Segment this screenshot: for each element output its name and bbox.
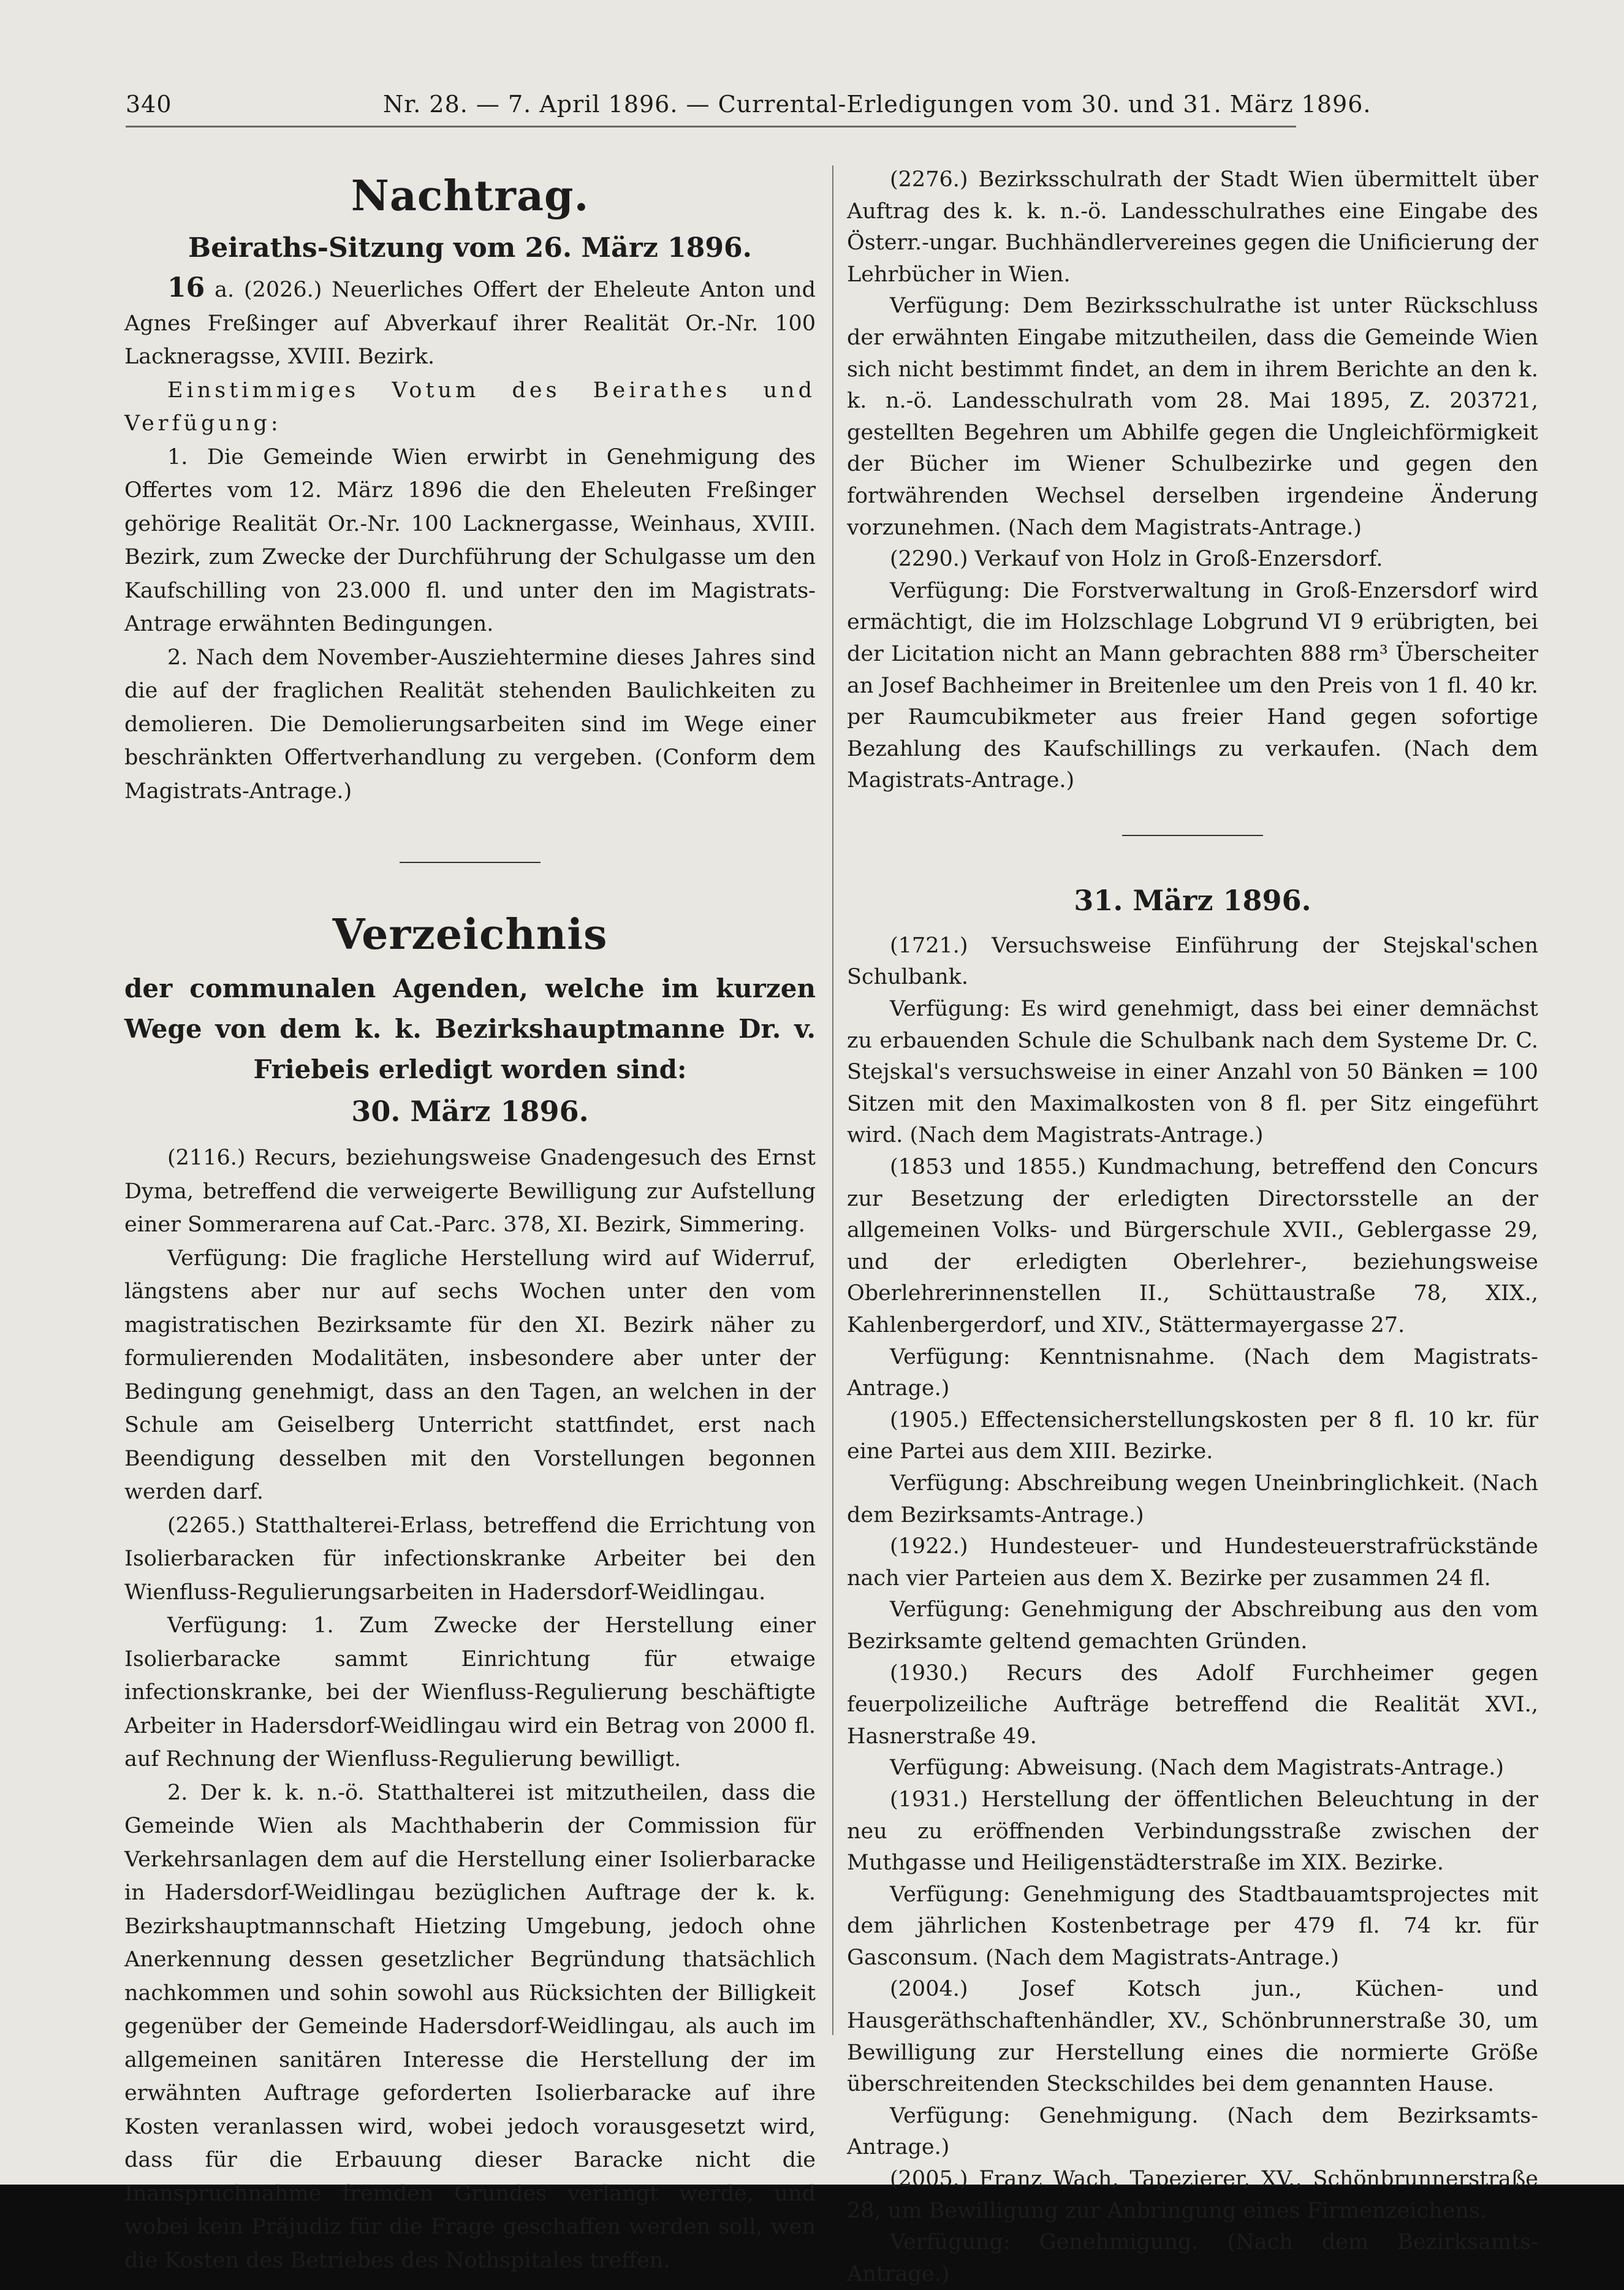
entry-2004: (2004.) Josef Kotsch jun., Küchen- und Hausgeräthschaftenhändler, XV., Schönbrunnerstraße 30, um Bewilligung zur Herstellung eines die normierte Größe überschreitenden Steckschildes bei dem genannten Hause. <box>847 1977 1538 2097</box>
votum-heading: Einstimmiges Votum des Beirathes und Verfügung: <box>124 378 816 436</box>
verfuegung-1721: Verfügung: Es wird genehmigt, dass bei einer demnächst zu erbauenden Schule die Schulbank nach dem Systeme Dr. C. Stejskal's versuchsweise in einer Anzahl von 50 Bänken = 100 Sitzen mit den Maximalkosten von 8 fl. per Sitz eingeführt wird. (Nach dem Magistrats-Antrage.) <box>847 997 1538 1148</box>
verfuegung-1853: Verfügung: Kenntnisnahme. (Nach dem Magistrats-Antrage.) <box>847 1344 1538 1401</box>
running-head-text: Nr. 28. — 7. April 1896. — Currental-Erledigungen vom 30. und 31. März 1896. <box>383 91 1372 118</box>
date-heading-30-march: 30. März 1896. <box>351 1095 589 1128</box>
page-number: 340 <box>126 91 172 118</box>
item-number: 16 <box>167 272 205 303</box>
entry-1721: (1721.) Versuchsweise Einführung der Stejskal'schen Schulbank. <box>847 933 1538 990</box>
entry-2005: (2005.) Franz Wach, Tapezierer, XV., Schönbrunnerstraße 28, um Bewilligung zur Anbringung eines Firmenzeichens. <box>847 2167 1538 2223</box>
verfuegung-2290: Verfügung: Die Forstverwaltung in Groß-Enzersdorf wird ermächtigt, die im Holzschlage Lobgrund VI 9 erübrigten, bei der Licitation nicht an Mann gebrachten 888 rm³ Überscheiter an Josef Bachheimer in Breitenlee um den Preis von 1 fl. 40 kr. per Raumcubikmeter aus freier Hand gegen sofortige Bezahlung des Kaufschillings zu verkaufen. (Nach dem Magistrats-Antrage.) <box>847 578 1538 793</box>
verfuegung-1930: Verfügung: Abweisung. (Nach dem Magistrats-Antrage.) <box>890 1756 1504 1781</box>
verzeichnis-subtitle: der communalen Agenden, welche im kurzen Wege von dem k. k. Bezirkshauptmanne Dr. v. Friebeis erledigt worden sind: <box>124 973 816 1084</box>
verfuegung-2116: Verfügung: Die fragliche Herstellung wird auf Widerruf, längstens aber nur auf sechs Wochen unter den vom magistratischen Bezirksamte für den XI. Bezirk näher zu formulierenden Modalitäten, insbesondere aber unter der Bedingung genehmigt, dass an den Tagen, an welchen in der Schule am Geiselberg Unterricht stattfindet, erst nach Beendigung desselben mit den Vorstellungen begonnen werden darf. <box>124 1246 816 1504</box>
entry-2290: (2290.) Verkauf von Holz in Groß-Enzersdorf. <box>890 547 1383 572</box>
verfuegung-2005: Verfügung: Genehmigung. (Nach dem Bezirksamts-Antrage.) <box>847 2230 1538 2286</box>
nachtrag-title: Nachtrag. <box>351 172 590 221</box>
entry-1930: (1930.) Recurs des Adolf Furchheimer gegen feuerpolizeiliche Aufträge betreffend die Realität XVI., Hasnerstraße 49. <box>847 1660 1538 1749</box>
entry-2265: (2265.) Statthalterei-Erlass, betreffend die Errichtung von Isolierbaracken für infectionskranke Arbeiter bei den Wienfluss-Regulierungsarbeiten in Hadersdorf-Weidlingau. <box>124 1513 816 1605</box>
running-head <box>126 91 1372 127</box>
date-heading-31-march: 31. März 1896. <box>1074 883 1311 917</box>
item-16a-text: a. (2026.) Neuerliches Offert der Eheleute Anton und Agnes Freßinger auf Abverkauf ihrer Realität Or.-Nr. 100 Lackneragsse, XVIII. Bezirk. <box>124 278 816 369</box>
header-rule <box>126 126 1296 135</box>
entry-1931: (1931.) Herstellung der öffentlichen Beleuchtung in der neu zu eröffnenden Verbindungsstraße zwischen der Muthgasse und Heiligenstädterstraße im XIX. Bezirke. <box>847 1787 1538 1876</box>
verfuegung-2265-1: Verfügung: 1. Zum Zwecke der Herstellung einer Isolierbaracke sammt Einrichtung für etwaige infectionskranke, bei der Wienfluss-Regulierung beschäftigte Arbeiter in Hadersdorf-Weidlingau wird ein Betrag von 2000 fl. auf Rechnung der Wienfluss-Regulierung bewilligt. <box>124 1613 816 1771</box>
verfuegung-2265-2: 2. Der k. k. n.-ö. Statthalterei ist mitzutheilen, dass die Gemeinde Wien als Machthaberin der Commission für Verkehrsanlagen dem auf die Herstellung einer Isolierbaracke in Hadersdorf-Weidlingau bezüglichen Auftrage der k. k. Bezirkshauptmannschaft Hietzing Umgebung, jedoch ohne Anerkennung dessen gesetzlicher Begründung thatsächlich nachkommen und sohin sowohl aus Rücksichten der Billigkeit gegenüber der Gemeinde Hadersdorf-Weidlingau, als auch im allgemeinen sanitären Interesse die Herstellung der im erwähnten Auftrage geforderten Isolierbaracke auf ihre Kosten veranlassen wird, wobei jedoch vorausgesetzt wird, dass für die Erbauung dieser Baracke nicht die Inanspruchnahme fremden Grundes verlangt werde, und wobei kein Präjudiz für die Frage geschaffen werden soll, wen die Kosten des Betriebes des Nothspitales treffen. <box>124 1780 816 2273</box>
entry-1922: (1922.) Hundesteuer- und Hundesteuerstrafrückstände nach vier Parteien aus dem X. Bezirke per zusammen 24 fl. <box>847 1534 1538 1591</box>
left-column <box>124 162 816 2277</box>
entry-1853: (1853 und 1855.) Kundmachung, betreffend den Concurs zur Besetzung der erledigten Directorsstelle an der allgemeinen Volks- und Bürgerschule XVII., Geblergasse 29, und der erledigten Oberlehrer-, beziehungsweise Oberlehrerinnenstellen II., Schüttaustraße 78, XIX., Kahlenbergerdorf, und XIV., Stättermayergasse 27. <box>847 1155 1538 1337</box>
right-column <box>847 164 1538 2290</box>
verfuegung-1905: Verfügung: Abschreibung wegen Uneinbringlichkeit. (Nach dem Bezirksamts-Antrage.) <box>847 1470 1538 1527</box>
paragraph-point-1: 1. Die Gemeinde Wien erwirbt in Genehmigung des Offertes vom 12. März 1896 die den Eheleuten Freßinger gehörige Realität Or.-Nr. 100 Lacknergasse, Weinhaus, XVIII. Bezirk, zum Zwecke der Durchführung der Schulgasse um den Kaufschilling von 23.000 fl. und unter den im Magistrats-Antrage erwähnten Bedingungen. <box>124 444 816 636</box>
verfuegung-1922: Verfügung: Genehmigung der Abschreibung aus den vom Bezirksamte geltend gemachten Gründen. <box>847 1597 1538 1654</box>
entry-2116: (2116.) Recurs, beziehungsweise Gnadengesuch des Ernst Dyma, betreffend die verweigerte Bewilligung zur Aufstellung einer Sommerarena auf Cat.-Parc. 378, XI. Bezirk, Simmering. <box>124 1146 816 1237</box>
verfuegung-2004: Verfügung: Genehmigung. (Nach dem Bezirksamts-Antrage.) <box>847 2103 1538 2160</box>
entry-1905: (1905.) Effectensicherstellungskosten per 8 fl. 10 kr. für eine Partei aus dem XIII. Bezirke. <box>847 1407 1538 1464</box>
verfuegung-2276: Verfügung: Dem Bezirksschulrathe ist unter Rückschluss der erwähnten Eingabe mitzutheilen, dass die Gemeinde Wien sich nicht bestimmt findet, an dem in ihrem Berichte an den k. k. n.-ö. Landesschulrath vom 28. Mai 1895, Z. 203721, gestellten Begehren um Abhilfe gegen die Ungleichförmigkeit der Bücher im Wiener Schulbezirke und gegen den fortwährenden Wechsel derselben irgendeine Änderung vorzunehmen. (Nach dem Magistrats-Antrage.) <box>847 294 1538 540</box>
verfuegung-1931: Verfügung: Genehmigung des Stadtbauamtsprojectes mit dem jährlichen Kostenbetrage per 479 fl. 74 kr. für Gasconsum. (Nach dem Magistrats-Antrage.) <box>847 1882 1538 1970</box>
entry-2276: (2276.) Bezirksschulrath der Stadt Wien übermittelt über Auftrag des k. k. n.-ö. Landesschulrathes eine Eingabe des Österr.-ungar. Buchhändlervereines gegen die Unificierung der Lehrbücher in Wien. <box>847 167 1538 287</box>
beirat-session-title: Beiraths-Sitzung vom 26. März 1896. <box>188 232 752 264</box>
column-divider <box>832 165 833 2035</box>
item-16a <box>124 272 816 374</box>
verzeichnis-title: Verzeichnis <box>332 910 608 959</box>
paragraph-point-2: 2. Nach dem November-Ausziehtermine dieses Jahres sind die auf der fraglichen Realität stehenden Baulichkeiten zu demolieren. Die Demolierungsarbeiten sind im Wege einer beschränkten Offertverhandlung zu vergeben. (Conform dem Magistrats-Antrage.) <box>124 645 816 804</box>
